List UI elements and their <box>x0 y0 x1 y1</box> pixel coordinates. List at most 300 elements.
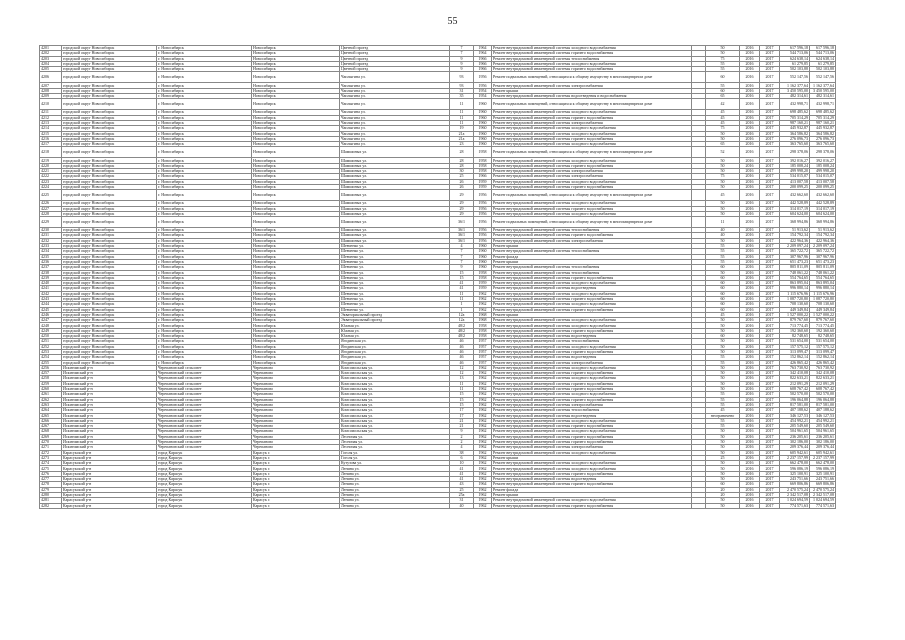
cell-cost-funded: 624 638,14 <box>810 56 836 61</box>
cell-street: Чаплыгина ул. <box>340 126 450 131</box>
cell-cost-funded: 432 998,71 <box>810 99 836 110</box>
cell-service-life: 75 <box>706 174 740 179</box>
cell-settlement: город Карасук <box>157 498 252 503</box>
cell-end-year: 2017 <box>760 184 780 189</box>
cell-service-life: 50 <box>706 184 740 189</box>
cell-settlement: г. Новосибирск <box>157 136 252 141</box>
cell-cost-total: 1 162 377,64 <box>780 83 810 88</box>
cell-house-number: 93 <box>450 72 474 83</box>
cell-start-year: 2016 <box>740 46 760 51</box>
cell-end-year: 2017 <box>760 349 780 354</box>
cell-end-year: 2017 <box>760 397 780 402</box>
cell-municipality: городской округ Новосибирск <box>62 244 157 249</box>
cell-start-year: 2016 <box>740 429 760 434</box>
cell-municipality: городской округ Новосибирск <box>62 94 157 99</box>
cell-cost-funded: 325 100,91 <box>810 471 836 476</box>
cell-locality: Новосибирск <box>252 179 340 184</box>
cell-street: Шамшиных ул. <box>340 233 450 238</box>
cell-end-year: 2017 <box>760 169 780 174</box>
cell-locality: Новосибирск <box>252 110 340 115</box>
cell-end-year: 2017 <box>760 360 780 365</box>
cell-street: Комсомольская ул. <box>340 424 450 429</box>
cell-street: Комсомольская ул. <box>340 376 450 381</box>
cell-work-type: Ремонт внутридомовой инженерной системы холодного водоснабжения <box>492 281 692 286</box>
cell-house-number: 7 <box>450 254 474 259</box>
cell-end-year: 2017 <box>760 381 780 386</box>
cell-service-life: 50 <box>706 503 740 508</box>
cell-municipality: Карасукский р-н <box>62 503 157 508</box>
cell-end-year: 2017 <box>760 291 780 296</box>
cell-locality: Новосибирск <box>252 281 340 286</box>
cell-row-number: 4266 <box>40 418 62 423</box>
cell-locality: Карасук г. <box>252 471 340 476</box>
cell-work-type: Ремонт внутридомовой инженерной системы холодного водоснабжения <box>492 344 692 349</box>
cell-street: Ленина ул. <box>340 477 450 482</box>
cell-municipality: Искитимский р-н <box>62 434 157 439</box>
cell-locality: Черепаново <box>252 392 340 397</box>
cell-end-year: 2017 <box>760 244 780 249</box>
cell-cost-funded: 502 570,00 <box>810 392 836 397</box>
cell-work-type: Ремонт внутридомовой инженерной системы горячего водоснабжения <box>492 471 692 476</box>
cell-settlement: г. Новосибирск <box>157 190 252 201</box>
cell-settlement: г. Новосибирск <box>157 302 252 307</box>
cell-house-number: 43 <box>450 482 474 487</box>
cell-start-year: 2016 <box>740 387 760 392</box>
cell-house-number: 93 <box>450 83 474 88</box>
cell-house-number: 9 <box>450 265 474 270</box>
cell-municipality: городской округ Новосибирск <box>62 291 157 296</box>
cell-work-type: Ремонт внутридомовой инженерной системы холодного водоснабжения <box>492 376 692 381</box>
cell-build-year: 1966 <box>474 61 492 66</box>
cell-locality: Новосибирск <box>252 275 340 280</box>
cell-municipality: городской округ Новосибирск <box>62 120 157 125</box>
cell-service-life: 65 <box>706 142 740 147</box>
cell-build-year: 1966 <box>474 67 492 72</box>
cell-settlement: г. Новосибирск <box>157 51 252 56</box>
cell-row-number: 4234 <box>40 249 62 254</box>
cell-row-number: 4277 <box>40 477 62 482</box>
cell-row-number: 4255 <box>40 360 62 365</box>
cell-house-number: 13 <box>450 376 474 381</box>
cell-locality: Новосибирск <box>252 142 340 147</box>
cell-extra-column <box>692 99 706 110</box>
cell-street: Экваториальный проезд <box>340 312 450 317</box>
cell-settlement: Черепановский сельсовет <box>157 445 252 450</box>
cell-work-type: Ремонт внутридомовой инженерной системы горячего водоснабжения <box>492 440 692 445</box>
cell-locality: Карасук г. <box>252 461 340 466</box>
cell-start-year: 2016 <box>740 477 760 482</box>
cell-locality: Черепаново <box>252 429 340 434</box>
cell-service-life: 50 <box>706 371 740 376</box>
cell-cost-total: 432 998,71 <box>780 99 810 110</box>
cell-cost-total: 392 016,27 <box>780 158 810 163</box>
cell-build-year: 1962 <box>474 397 492 402</box>
cell-locality: Карасук г. <box>252 482 340 487</box>
cell-cost-total: 534 015,07 <box>780 174 810 179</box>
cell-house-number: 28 <box>450 158 474 163</box>
cell-cost-funded: 426 865,42 <box>810 360 836 365</box>
cell-municipality: Искитимский р-н <box>62 445 157 450</box>
cell-settlement: г. Новосибирск <box>157 184 252 189</box>
cell-cost-funded: 774 571,63 <box>810 503 836 508</box>
cell-row-number: 4224 <box>40 184 62 189</box>
cell-locality: Карасук г. <box>252 492 340 497</box>
cell-cost-total: 243 751,66 <box>780 477 810 482</box>
cell-build-year: 1962 <box>474 376 492 381</box>
cell-build-year: 1964 <box>474 51 492 56</box>
cell-house-number: 25 <box>450 487 474 492</box>
cell-locality: Новосибирск <box>252 355 340 360</box>
cell-row-number: 4232 <box>40 238 62 243</box>
cell-settlement: г. Новосибирск <box>157 88 252 93</box>
cell-house-number: 30 <box>450 169 474 174</box>
cell-service-life: 20 <box>706 487 740 492</box>
cell-settlement: г. Новосибирск <box>157 249 252 254</box>
cell-cost-funded: 209 376,44 <box>810 445 836 450</box>
cell-end-year: 2017 <box>760 83 780 88</box>
cell-end-year: 2017 <box>760 339 780 344</box>
cell-cost-funded: 2 470 575,24 <box>810 487 836 492</box>
cell-work-type: Ремонт внутридомовой инженерной системы холодного водоснабжения <box>492 126 692 131</box>
cell-locality: Новосибирск <box>252 238 340 243</box>
cell-settlement: г. Новосибирск <box>157 349 252 354</box>
cell-service-life: 60 <box>706 291 740 296</box>
cell-house-number: 26 <box>450 179 474 184</box>
cell-locality: Новосибирск <box>252 228 340 233</box>
cell-cost-total: 987 160,21 <box>780 120 810 125</box>
cell-cost-funded: 763 730,92 <box>810 365 836 370</box>
cell-municipality: Искитимский р-н <box>62 408 157 413</box>
cell-street: Шамшиных ул. <box>340 184 450 189</box>
cell-street: Ягодинская ул. <box>340 349 450 354</box>
cell-end-year: 2017 <box>760 487 780 492</box>
cell-settlement: город Карасук <box>157 466 252 471</box>
cell-house-number: 35 <box>450 94 474 99</box>
cell-house-number: 41 <box>450 286 474 291</box>
cell-street: Ленина ул. <box>340 498 450 503</box>
cell-municipality: Искитимский р-н <box>62 371 157 376</box>
cell-row-number: 4272 <box>40 450 62 455</box>
cell-row-number: 4221 <box>40 169 62 174</box>
cell-end-year: 2017 <box>760 471 780 476</box>
cell-locality: Новосибирск <box>252 88 340 93</box>
cell-start-year: 2016 <box>740 408 760 413</box>
cell-service-life: 42 <box>706 99 740 110</box>
cell-start-year: 2016 <box>740 249 760 254</box>
cell-municipality: Искитимский р-н <box>62 402 157 407</box>
cell-municipality: городской округ Новосибирск <box>62 238 157 243</box>
cell-row-number: 4251 <box>40 339 62 344</box>
cell-municipality: Искитимский р-н <box>62 365 157 370</box>
cell-work-type: Ремонт внутридомовой инженерной системы горячего водоснабжения <box>492 397 692 402</box>
cell-build-year: 1962 <box>474 461 492 466</box>
cell-end-year: 2017 <box>760 281 780 286</box>
cell-work-type: Ремонт внутридомовой инженерной системы холодного водоснабжения <box>492 179 692 184</box>
cell-cost-funded: 157 575,12 <box>810 344 836 349</box>
cell-house-number: 40 <box>450 503 474 508</box>
cell-house-number: 10 <box>450 461 474 466</box>
cell-locality: Новосибирск <box>252 174 340 179</box>
cell-house-number: 26 <box>450 184 474 189</box>
cell-house-number: 12 <box>450 371 474 376</box>
cell-cost-total: 365 722,72 <box>780 249 810 254</box>
cell-street: Ягодинская ул. <box>340 339 450 344</box>
cell-end-year: 2017 <box>760 286 780 291</box>
cell-cost-total: 61 279,85 <box>780 61 810 66</box>
cell-start-year: 2016 <box>740 265 760 270</box>
cell-settlement: г. Новосибирск <box>157 147 252 158</box>
cell-municipality: городской округ Новосибирск <box>62 217 157 228</box>
cell-cost-total: 879 767,60 <box>780 318 810 323</box>
cell-service-life: неограничено <box>706 413 740 418</box>
cell-cost-funded: 531 654,00 <box>810 339 836 344</box>
cell-municipality: Карасукский р-н <box>62 477 157 482</box>
cell-street: Комсомольская ул. <box>340 413 450 418</box>
cell-work-type: Ремонт внутридомовой инженерной системы холодного водоснабжения <box>492 131 692 136</box>
cell-start-year: 2016 <box>740 492 760 497</box>
cell-start-year: 2016 <box>740 323 760 328</box>
cell-cost-funded: 662 478,00 <box>810 461 836 466</box>
cell-settlement: Черепановский сельсовет <box>157 392 252 397</box>
cell-cost-funded: 1 087 720,80 <box>810 296 836 301</box>
cell-settlement: г. Новосибирск <box>157 254 252 259</box>
cell-work-type: Ремонт внутридомовой инженерной системы холодного водоснабжения <box>492 450 692 455</box>
cell-settlement: г. Новосибирск <box>157 206 252 211</box>
cell-build-year: 1960 <box>474 126 492 131</box>
cell-row-number: 4229 <box>40 217 62 228</box>
cell-service-life: 55 <box>706 392 740 397</box>
cell-cost-total: 499 998,20 <box>780 169 810 174</box>
cell-settlement: город Карасук <box>157 461 252 466</box>
cell-end-year: 2017 <box>760 371 780 376</box>
cell-municipality: городской округ Новосибирск <box>62 307 157 312</box>
cell-build-year: 1956 <box>474 201 492 206</box>
cell-locality: Черепаново <box>252 418 340 423</box>
cell-municipality: Карасукский р-н <box>62 492 157 497</box>
cell-service-life: 60 <box>706 275 740 280</box>
cell-cost-funded: 363 765,60 <box>810 142 836 147</box>
cell-settlement: г. Новосибирск <box>157 46 252 51</box>
cell-end-year: 2017 <box>760 328 780 333</box>
cell-street: Шамшиных ул. <box>340 147 450 158</box>
cell-service-life: 50 <box>706 328 740 333</box>
cell-start-year: 2016 <box>740 136 760 141</box>
cell-work-type: Ремонт внутридомовой инженерной системы горячего водоснабжения <box>492 387 692 392</box>
cell-end-year: 2017 <box>760 67 780 72</box>
cell-cost-total: 426 865,42 <box>780 360 810 365</box>
cell-street: Шевченко ул. <box>340 244 450 249</box>
cell-row-number: 4225 <box>40 190 62 201</box>
cell-end-year: 2017 <box>760 413 780 418</box>
cell-work-type: Ремонт внутридомовой инженерной системы электроснабжения <box>492 120 692 125</box>
cell-start-year: 2016 <box>740 281 760 286</box>
cell-row-number: 4250 <box>40 334 62 339</box>
cell-street: Ленина ул. <box>340 503 450 508</box>
cell-build-year: 1962 <box>474 492 492 497</box>
cell-start-year: 2016 <box>740 201 760 206</box>
cell-locality: Новосибирск <box>252 217 340 228</box>
cell-municipality: Искитимский р-н <box>62 440 157 445</box>
cell-build-year: 1957 <box>474 349 492 354</box>
cell-settlement: Черепановский сельсовет <box>157 397 252 402</box>
cell-cost-total: 822 633,21 <box>780 376 810 381</box>
cell-municipality: городской округ Новосибирск <box>62 211 157 216</box>
cell-build-year: 1964 <box>474 482 492 487</box>
cell-row-number: 4237 <box>40 265 62 270</box>
cell-start-year: 2016 <box>740 302 760 307</box>
cell-end-year: 2017 <box>760 206 780 211</box>
capital-repair-register-table <box>39 45 836 509</box>
cell-street: Чаплыгина ул. <box>340 83 450 88</box>
cell-end-year: 2017 <box>760 174 780 179</box>
cell-row-number: 4236 <box>40 259 62 264</box>
cell-build-year: 1962 <box>474 487 492 492</box>
cell-end-year: 2017 <box>760 296 780 301</box>
cell-street: Комсомольская ул. <box>340 408 450 413</box>
cell-build-year: 1956 <box>474 211 492 216</box>
cell-start-year: 2016 <box>740 334 760 339</box>
cell-build-year: 1962 <box>474 440 492 445</box>
cell-work-type: Ремонт внутридомовой инженерной системы холодного водоснабжения <box>492 365 692 370</box>
cell-build-year: 1962 <box>474 498 492 503</box>
cell-row-number: 4273 <box>40 455 62 460</box>
cell-row-number: 4227 <box>40 206 62 211</box>
cell-settlement: город Карасук <box>157 487 252 492</box>
cell-cost-total: 662 478,00 <box>780 461 810 466</box>
cell-cost-funded: 392 016,27 <box>810 158 836 163</box>
cell-work-type: Ремонт подвальных помещений, относящихся к общему имуществу в многоквартирном доме <box>492 190 692 201</box>
cell-end-year: 2017 <box>760 270 780 275</box>
cell-house-number: 15 <box>450 397 474 402</box>
cell-start-year: 2016 <box>740 471 760 476</box>
cell-municipality: Карасукский р-н <box>62 455 157 460</box>
cell-row-number: 4281 <box>40 498 62 503</box>
cell-cost-funded: 196 064,88 <box>810 397 836 402</box>
cell-service-life: 25 <box>706 455 740 460</box>
cell-settlement: г. Новосибирск <box>157 270 252 275</box>
cell-cost-funded: 1 115 676,96 <box>810 291 836 296</box>
cell-end-year: 2017 <box>760 131 780 136</box>
cell-settlement: г. Новосибирск <box>157 142 252 147</box>
cell-row-number: 4210 <box>40 99 62 110</box>
cell-cost-total: 209 376,44 <box>780 445 810 450</box>
cell-work-type: Ремонт внутридомовой инженерной системы горячего водоснабжения <box>492 503 692 508</box>
cell-settlement: Черепановский сельсовет <box>157 408 252 413</box>
cell-end-year: 2017 <box>760 163 780 168</box>
cell-settlement: Черепановский сельсовет <box>157 376 252 381</box>
cell-street: Шевченко ул. <box>340 291 450 296</box>
cell-street: Шевченко ул. <box>340 254 450 259</box>
cell-extra-column <box>692 147 706 158</box>
cell-street: Комсомольская ул. <box>340 418 450 423</box>
cell-cost-total: 212 091,29 <box>780 381 810 386</box>
cell-municipality: городской округ Новосибирск <box>62 339 157 344</box>
cell-locality: Карасук г. <box>252 455 340 460</box>
cell-cost-total: 596 086,19 <box>780 466 810 471</box>
cell-locality: Новосибирск <box>252 265 340 270</box>
cell-service-life: 50 <box>706 318 740 323</box>
cell-build-year: 1962 <box>474 450 492 455</box>
cell-municipality: городской округ Новосибирск <box>62 61 157 66</box>
cell-row-number: 4223 <box>40 179 62 184</box>
cell-municipality: городской округ Новосибирск <box>62 147 157 158</box>
cell-build-year: 1960 <box>474 259 492 264</box>
cell-street: Ленина ул. <box>340 471 450 476</box>
cell-work-type: Ремонт внутридомовой инженерной системы водоотведения <box>492 334 692 339</box>
cell-locality: Новосибирск <box>252 120 340 125</box>
cell-house-number: 21а <box>450 136 474 141</box>
cell-locality: Новосибирск <box>252 211 340 216</box>
cell-street: Комсомольская ул. <box>340 387 450 392</box>
cell-end-year: 2017 <box>760 126 780 131</box>
cell-municipality: городской округ Новосибирск <box>62 233 157 238</box>
cell-cost-total: 604 624,00 <box>780 211 810 216</box>
table-row <box>40 72 836 83</box>
cell-locality: Новосибирск <box>252 46 340 51</box>
cell-cost-funded: 669 806,86 <box>810 482 836 487</box>
cell-end-year: 2017 <box>760 387 780 392</box>
cell-locality: Новосибирск <box>252 312 340 317</box>
cell-service-life: 60 <box>706 302 740 307</box>
cell-service-life: 60 <box>706 265 740 270</box>
cell-cost-total: 705 314,29 <box>780 115 810 120</box>
cell-service-life: 45 <box>706 120 740 125</box>
cell-build-year: 1962 <box>474 471 492 476</box>
cell-build-year: 1962 <box>474 445 492 450</box>
cell-locality: Черепаново <box>252 413 340 418</box>
cell-cost-total: 2 237 157,99 <box>780 455 810 460</box>
page-number: 55 <box>447 16 458 27</box>
cell-work-type: Ремонт внутридомовой инженерной системы водоотведения и водоснабжения <box>492 94 692 99</box>
cell-row-number: 4267 <box>40 424 62 429</box>
cell-municipality: городской округ Новосибирск <box>62 254 157 259</box>
cell-row-number: 4205 <box>40 67 62 72</box>
cell-start-year: 2016 <box>740 270 760 275</box>
cell-municipality: городской округ Новосибирск <box>62 286 157 291</box>
cell-start-year: 2016 <box>740 51 760 56</box>
cell-end-year: 2017 <box>760 46 780 51</box>
cell-municipality: Искитимский р-н <box>62 418 157 423</box>
cell-municipality: Искитимский р-н <box>62 376 157 381</box>
cell-work-type: Ремонт крыши <box>492 312 692 317</box>
cell-row-number: 4262 <box>40 397 62 402</box>
cell-cost-total: 1 115 676,96 <box>780 291 810 296</box>
cell-street: Комсомольская ул. <box>340 371 450 376</box>
cell-end-year: 2017 <box>760 482 780 487</box>
cell-settlement: город Карасук <box>157 450 252 455</box>
cell-cost-funded: 82 748,65 <box>810 334 836 339</box>
cell-build-year: 1958 <box>474 270 492 275</box>
cell-service-life: 50 <box>706 440 740 445</box>
cell-build-year: 1960 <box>474 244 492 249</box>
cell-municipality: городской округ Новосибирск <box>62 270 157 275</box>
cell-service-life: 45 <box>706 115 740 120</box>
cell-locality: Черепаново <box>252 381 340 386</box>
cell-street: Южная ул. <box>340 334 450 339</box>
cell-work-type: Ремонт внутридомовой инженерной системы холодного водоснабжения <box>492 466 692 471</box>
cell-end-year: 2017 <box>760 142 780 147</box>
cell-cost-funded: 445 932,87 <box>810 126 836 131</box>
table-row <box>40 190 836 201</box>
cell-street: Цветной проезд <box>340 67 450 72</box>
cell-row-number: 4279 <box>40 487 62 492</box>
cell-row-number: 4254 <box>40 355 62 360</box>
cell-municipality: Искитимский р-н <box>62 413 157 418</box>
cell-work-type: Ремонт внутридомовой инженерной системы электроснабжения <box>492 402 692 407</box>
cell-build-year: 1962 <box>474 413 492 418</box>
cell-service-life: 55 <box>706 67 740 72</box>
cell-municipality: городской округ Новосибирск <box>62 179 157 184</box>
